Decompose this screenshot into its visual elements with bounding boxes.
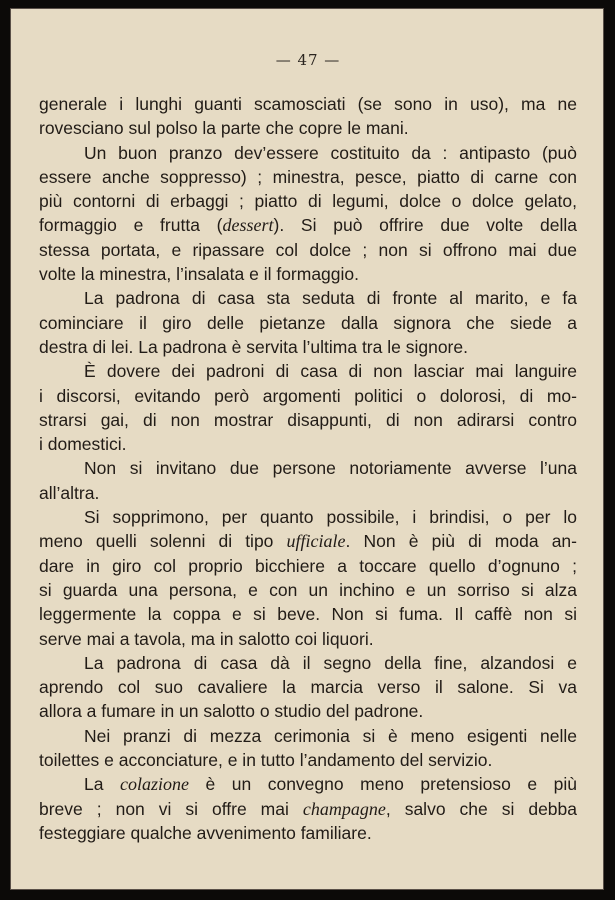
text-segment: si guarda una persona, e con un inchino e un sorriso si alza [39, 579, 577, 600]
book-page [10, 8, 604, 890]
text-line [39, 359, 577, 383]
text-segment: rovesciano sul polso la parte che copre le mani. [39, 118, 409, 139]
text-segment: La padrona di casa dà il segno della fine, alzandosi e [84, 652, 577, 673]
text-segment: Non si invitano due persone notoriamente avverse l’una [84, 458, 577, 479]
text-segment: generale i lunghi guanti scamosciati (se sono in uso), ma ne [39, 94, 577, 114]
text-line [39, 724, 577, 748]
body-text [39, 92, 577, 845]
text-line [39, 456, 577, 480]
text-line [39, 262, 577, 286]
text-line [39, 627, 577, 651]
text-segment: , salvo che si debba [385, 798, 578, 819]
text-segment: allora a fumare in un salotto o studio del padrone. [39, 701, 424, 722]
text-line [39, 675, 577, 699]
text-segment: serve mai a tavola, ma in salotto coi liquori. [39, 628, 374, 649]
text-segment: toilettes e acconciature, e in tutto l’andamento del servizio. [39, 750, 493, 771]
text-line [39, 92, 577, 116]
text-line [39, 286, 577, 310]
text-segment: aprendo col suo cavaliere la marcia verso il salone. Si va [39, 677, 577, 698]
text-segment: breve ; non vi si offre mai [39, 798, 303, 819]
text-line [39, 311, 577, 335]
text-line [39, 529, 577, 553]
text-segment: Nei pranzi di mezza cerimonia si è meno esigenti nelle [84, 725, 577, 746]
text-line [39, 335, 577, 359]
text-segment: La [84, 774, 120, 795]
text-line [39, 165, 577, 189]
italic-term: colazione [119, 774, 189, 795]
text-line [39, 116, 577, 140]
text-line [39, 699, 577, 723]
text-segment: Un buon pranzo dev’essere costituito da : antipasto (può [84, 142, 577, 163]
text-line [39, 505, 577, 529]
text-segment: è un convegno meno pretensioso e più [188, 774, 578, 795]
text-line [39, 651, 577, 675]
text-segment: ). Si può offrire due volte della [273, 215, 577, 236]
text-segment: formaggio e frutta ( [39, 215, 223, 236]
text-line [39, 238, 577, 262]
text-line [39, 748, 577, 772]
text-segment: essere anche soppresso) ; minestra, pesce, piatto di carne con [39, 166, 577, 187]
page-number: — 47 — [275, 51, 341, 69]
text-segment: i domestici. [39, 434, 127, 455]
text-segment: i discorsi, evitando però argomenti politici o dolorosi, di mo- [39, 385, 577, 406]
text-line [39, 189, 577, 213]
text-segment: Si sopprimono, per quanto possibile, i brindisi, o per lo [84, 507, 577, 528]
text-segment: strarsi gai, di non mostrar disappunti, di non adirarsi contro [39, 409, 577, 430]
text-segment: . Non è più di moda an- [345, 531, 577, 552]
text-line [39, 408, 577, 432]
text-line [39, 797, 577, 821]
text-line [39, 384, 577, 408]
text-line [39, 602, 577, 626]
text-line [39, 141, 577, 165]
text-line [39, 578, 577, 602]
italic-term: ufficiale [286, 531, 346, 552]
text-segment: all’altra. [39, 482, 100, 503]
text-segment: volte la minestra, l’insalata e il formaggio. [39, 264, 360, 285]
text-line [39, 772, 577, 796]
italic-term: dessert [222, 215, 274, 236]
text-line [39, 554, 577, 578]
text-segment: La padrona di casa sta seduta di fronte al marito, e fa [84, 288, 577, 309]
text-segment: cominciare il giro delle pietanze dalla signora che siede a [39, 312, 577, 333]
text-segment: festeggiare qualche avvenimento familiare. [39, 822, 372, 843]
text-line [39, 481, 577, 505]
text-segment: dare in giro col proprio bicchiere a toccare quello d’ognuno ; [39, 555, 577, 576]
text-segment: È dovere dei padroni di casa di non lasciar mai languire [84, 361, 577, 382]
text-segment: destra di lei. La padrona è servita l’ultima tra le signore. [39, 336, 468, 357]
text-segment: leggermente la coppa e si beve. Non si fuma. Il caffè non si [39, 604, 577, 625]
text-line [39, 213, 577, 237]
text-segment: meno quelli solenni di tipo [39, 531, 287, 552]
italic-term: champagne [302, 798, 386, 819]
text-segment: più contorni di erbaggi ; piatto di legumi, dolce o dolce gelato, [39, 191, 577, 212]
text-line [39, 821, 577, 845]
text-line [39, 432, 577, 456]
text-segment: stessa portata, e ripassare col dolce ; non si offrono mai due [39, 239, 577, 260]
